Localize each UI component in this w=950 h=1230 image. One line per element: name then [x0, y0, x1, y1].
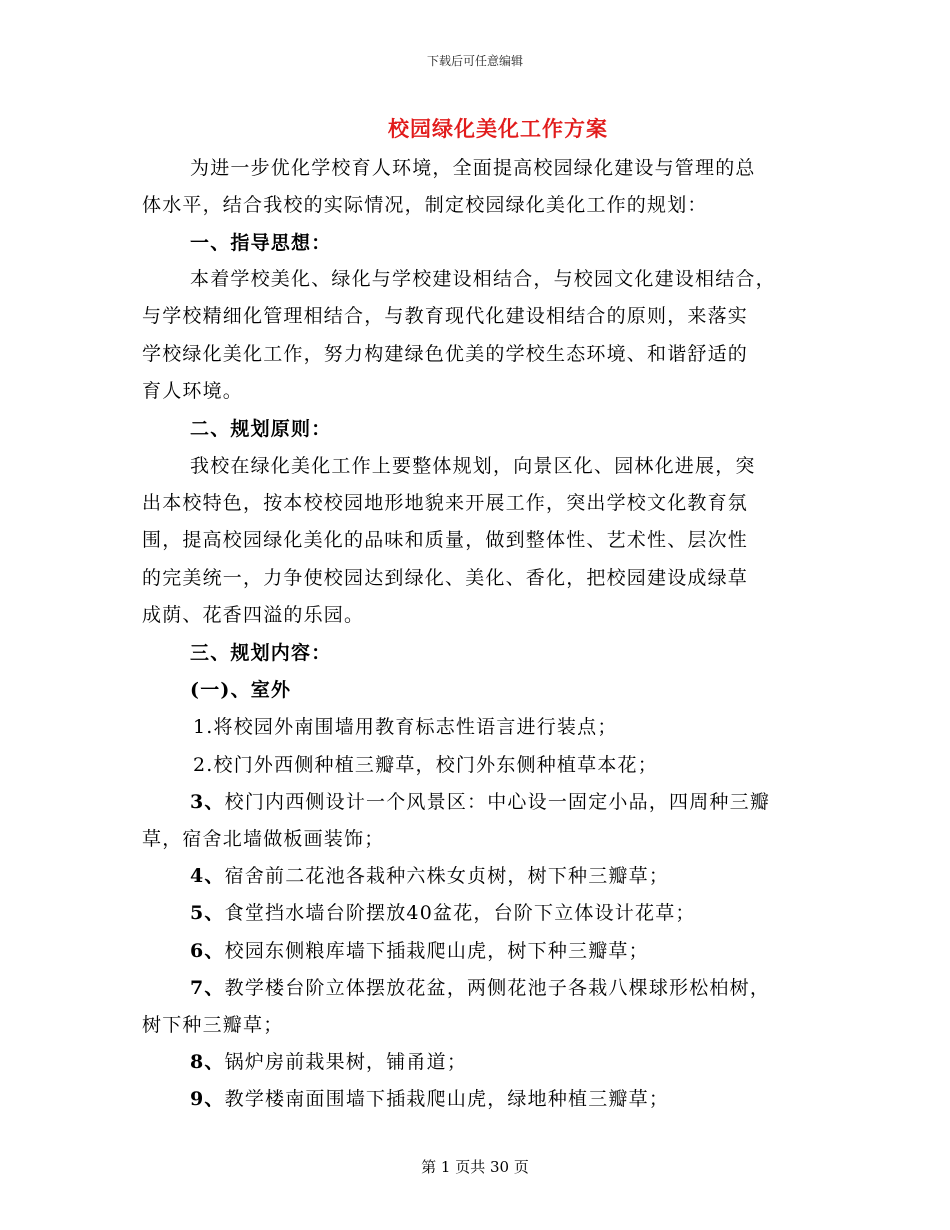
list-item-number: 4、	[190, 865, 225, 887]
document-title: 校园绿化美化工作方案	[388, 116, 608, 141]
intro-line-2: 体水平，结合我校的实际情况，制定校园绿化美化工作的规划：	[142, 194, 708, 216]
section-2-heading: 二、规划原则：	[190, 418, 332, 440]
page-header-note: 下载后可任意编辑	[426, 54, 523, 68]
list-item-2	[193, 753, 658, 777]
list-item-8	[190, 1050, 467, 1074]
list-item-9	[190, 1087, 669, 1111]
section-2-line-5: 成荫、花香四溢的乐园。	[142, 604, 365, 626]
list-item-7-continuation: 树下种三瓣草；	[142, 1014, 284, 1036]
intro-line-1: 为进一步优化学校育人环境，全面提高校园绿化建设与管理的总	[190, 157, 756, 179]
section-2-line-4: 的完美统一，力争使校园达到绿化、美化、香化，把校园建设成绿草	[142, 567, 749, 589]
list-item-1	[193, 715, 618, 739]
list-item-number: 8、	[190, 1051, 225, 1073]
section-2-line-3: 围，提高校园绿化美化的品味和质量，做到整体性、艺术性、层次性	[142, 529, 749, 551]
list-item-number: 6、	[190, 940, 225, 962]
list-item-text: 食堂挡水墙台阶摆放40盆花，台阶下立体设计花草；	[224, 902, 696, 924]
section-2-line-1: 我校在绿化美化工作上要整体规划，向景区化、园林化进展，突	[190, 455, 756, 477]
list-item-text: 教学楼台阶立体摆放花盆，两侧花池子各栽八棵球形松柏树，	[224, 977, 771, 999]
page-number-footer: 第 1 页共 30 页	[421, 1158, 529, 1176]
section-1-line-3: 学校绿化美化工作，努力构建绿色优美的学校生态环境、和谐舒适的	[142, 343, 749, 365]
list-item-7	[190, 976, 770, 1000]
section-1-line-1: 本着学校美化、绿化与学校建设相结合，与校园文化建设相结合，	[190, 268, 776, 290]
list-item-5	[190, 901, 696, 925]
list-item-6	[190, 939, 649, 963]
list-item-number: 7、	[190, 977, 225, 999]
list-item-text: 宿舍前二花池各栽种六株女贞树，树下种三瓣草；	[224, 865, 670, 887]
list-item-4	[190, 864, 669, 888]
list-item-number: 9、	[190, 1088, 225, 1110]
section-1-heading: 一、指导思想：	[190, 232, 332, 254]
section-2-line-2: 出本校特色，按本校校园地形地貌来开展工作，突出学校文化教育氛	[142, 492, 749, 514]
list-item-3-continuation: 草，宿舍北墙做板画装饰；	[142, 828, 385, 850]
list-item-number: 2.	[193, 754, 214, 776]
list-item-text: 教学楼南面围墙下插栽爬山虎，绿地种植三瓣草；	[224, 1088, 670, 1110]
list-item-number: 5、	[190, 902, 225, 924]
list-item-3	[190, 790, 770, 814]
list-item-text: 校门内西侧设计一个风景区：中心设一固定小品，四周种三瓣	[224, 791, 771, 813]
section-1-line-4: 育人环境。	[142, 380, 244, 402]
list-item-text: 校园东侧粮库墙下插栽爬山虎，树下种三瓣草；	[224, 940, 649, 962]
list-item-text: 锅炉房前栽果树，铺甬道；	[224, 1051, 468, 1073]
list-item-number: 3、	[190, 791, 225, 813]
list-item-text: 校门外西侧种植三瓣草，校门外东侧种植草本花；	[213, 754, 658, 776]
list-item-text: 将校园外南围墙用教育标志性语言进行装点；	[213, 716, 618, 738]
section-3-heading: 三、规划内容：	[190, 642, 332, 664]
list-item-number: 1.	[193, 716, 214, 738]
section-1-line-2: 与学校精细化管理相结合，与教育现代化建设相结合的原则，来落实	[142, 305, 749, 327]
section-3-subheading: (一)、室外	[190, 679, 292, 701]
